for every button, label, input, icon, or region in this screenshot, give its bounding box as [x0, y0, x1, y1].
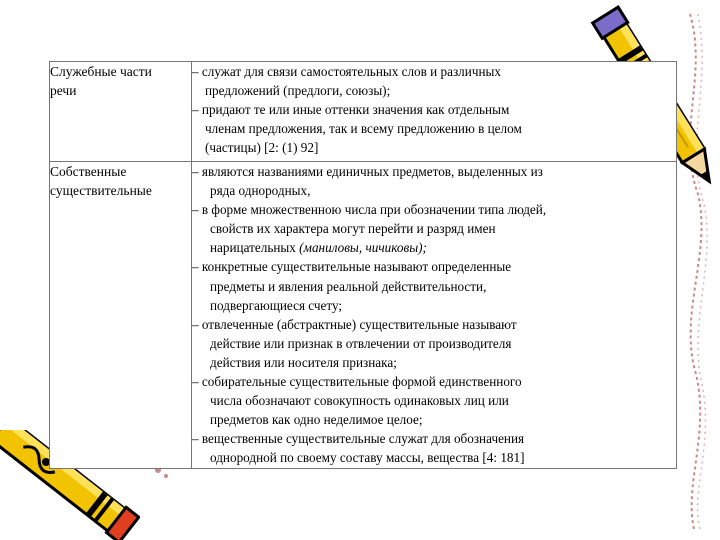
description-text: предметы и явления реальной действительности,: [210, 278, 487, 294]
description-text: – отвлеченные (абстрактные) существительные называют: [192, 316, 517, 332]
description-line: [192, 257, 676, 276]
table-row: [50, 62, 677, 162]
description-line: [192, 100, 676, 119]
term-line: существительные: [50, 183, 152, 198]
description-line: [192, 372, 676, 391]
description-line: [192, 162, 676, 181]
description-text: предметов как одно неделимое целое;: [210, 412, 423, 428]
description-text: – придают те или иные оттенки значения как отдельным: [192, 102, 510, 118]
description-text: – конкретные существительные называют определенные: [192, 259, 512, 275]
description-text: однородной по своему составу массы, вещества [4: 181]: [210, 450, 525, 466]
description-text: – вещественные существительные служат для обозначения: [192, 431, 525, 447]
description-text: – являются названиями единичных предметов, выделенных из: [192, 164, 543, 179]
description-text: свойств их характера могут перейти и разряд имен: [210, 221, 496, 237]
description-text: нарицательных: [210, 240, 296, 256]
description-line: [192, 277, 676, 296]
description-line: [192, 181, 676, 200]
table-row: [50, 162, 677, 469]
description-line: [192, 296, 676, 315]
description-line: [192, 353, 676, 372]
description-text: действие или признак в отвлечении от производителя: [210, 335, 512, 351]
description-line: [192, 238, 676, 257]
italic-examples: (маниловы, чичиковы);: [295, 240, 427, 256]
description-line: [192, 391, 676, 410]
description-line: [192, 200, 676, 219]
description-line: [192, 429, 676, 448]
description-cell: [192, 62, 677, 162]
description-line: [192, 334, 676, 353]
description-line: [192, 410, 676, 429]
description-text: действия или носителя признака;: [210, 354, 397, 370]
term-line: Собственные: [50, 164, 127, 179]
description-line: [192, 138, 676, 157]
description-text: (частицы) [2: (1) 92]: [205, 140, 319, 156]
description-line: [192, 62, 676, 81]
description-text: ряда однородных,: [210, 183, 311, 199]
term-cell: [50, 62, 192, 162]
term-line: Служебные части: [50, 64, 152, 79]
description-cell: [192, 162, 677, 469]
description-text: – служат для связи самостоятельных слов и различных: [192, 64, 501, 79]
description-text: подвергающиеся счету;: [210, 297, 343, 313]
description-line: [192, 315, 676, 334]
description-line: [192, 219, 676, 238]
term-line: речи: [50, 83, 77, 98]
parts-of-speech-table: [49, 61, 677, 469]
description-text: – собирательные существительные формой единственного: [192, 374, 522, 390]
description-text: числа обозначают совокупность одинаковых лиц или: [210, 393, 509, 409]
description-text: предложений (предлоги, союзы);: [205, 83, 391, 99]
description-text: членам предложения, так и всему предложению в целом: [205, 121, 522, 137]
description-text: – в форме множественною числа при обозначении типа людей,: [192, 202, 547, 218]
description-line: [192, 81, 676, 100]
description-line: [192, 119, 676, 138]
description-line: [192, 448, 676, 467]
term-cell: [50, 162, 192, 469]
